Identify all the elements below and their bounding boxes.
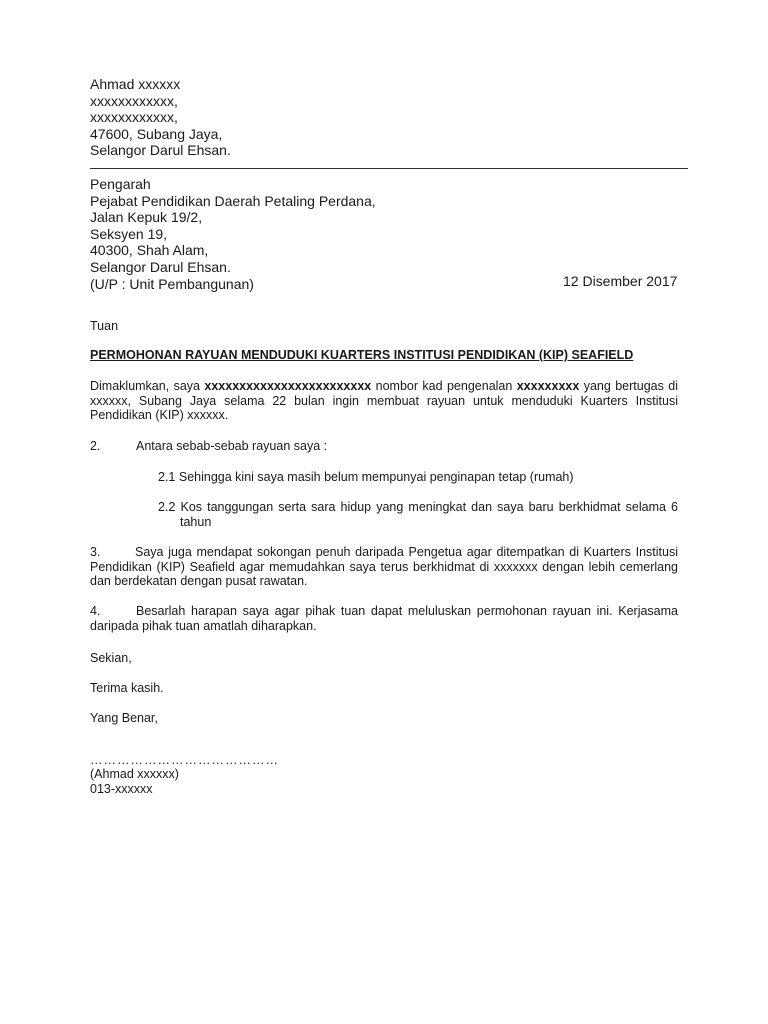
header-divider <box>90 168 688 169</box>
recipient-attention: (U/P : Unit Pembangunan) <box>90 275 254 292</box>
closing-thanks: Terima kasih. <box>90 681 164 695</box>
sender-address-line: xxxxxxxxxxxx, <box>90 109 178 126</box>
sender-name: Ahmad xxxxxx <box>90 76 181 92</box>
paragraph-3 <box>90 545 678 589</box>
recipient-postcode-city: 40300, Shah Alam, <box>90 242 209 259</box>
paragraph-1 <box>90 379 678 423</box>
recipient-title: Pengarah <box>90 176 151 192</box>
sender-postcode-city: 47600, Subang Jaya, <box>90 125 223 142</box>
paragraph-number: 4. <box>90 604 101 618</box>
recipient-office: Pejabat Pendidikan Daerah Petaling Perdana, <box>90 192 376 209</box>
recipient-address <box>90 176 376 292</box>
reason-item <box>158 470 574 485</box>
paragraph-text: Antara sebab-sebab rayuan saya : <box>136 439 328 453</box>
paragraph-text: Besarlah harapan saya agar pihak tuan dapat meluluskan permohonan rayuan ini. Kerjasama daripada pihak tuan amatlah diharapkan. <box>90 604 678 633</box>
signature-line: …………………………………… <box>90 753 279 767</box>
reason-number: 2.2 <box>158 500 176 514</box>
paragraph-text: nombor kad pengenalan <box>371 379 517 393</box>
paragraph-4 <box>90 604 678 633</box>
reason-text: Sehingga kini saya masih belum mempunyai penginapan tetap (rumah) <box>178 470 574 484</box>
closing-sekian: Sekian, <box>90 651 132 665</box>
reason-text: Kos tanggungan serta sara hidup yang meningkat dan saya baru berkhidmat selama 6 tahun <box>180 500 678 529</box>
paragraph-2 <box>90 439 678 454</box>
reason-number: 2.1 <box>158 470 176 484</box>
applicant-name-placeholder: xxxxxxxxxxxxxxxxxxxxxxxx <box>204 379 372 393</box>
signature-phone: 013-xxxxxx <box>90 782 153 796</box>
paragraph-text: Dimaklumkan, saya <box>90 379 205 393</box>
ic-number-placeholder: xxxxxxxxx <box>516 379 580 393</box>
sender-address <box>90 76 231 159</box>
paragraph-text: yang bertugas di xxxxxx, Subang Jaya selama 22 bulan ingin membuat rayuan untuk menduduki Kuarters Institusi Pendidikan (KIP) xxxxxx. <box>90 379 678 422</box>
sender-address-line: xxxxxxxxxxxx, <box>90 92 178 109</box>
reason-item <box>158 500 678 529</box>
paragraph-text: Saya juga mendapat sokongan penuh daripada Pengetua agar ditempatkan di Kuarters Institusi Pendidikan (KIP) Seafield agar memudahkan saya terus berkhidmat di xxxxxxx dengan lebih cemerlang dan berdekatan dengan pusat rawatan. <box>90 545 678 588</box>
recipient-state: Selangor Darul Ehsan. <box>90 258 231 275</box>
paragraph-number: 2. <box>90 439 101 453</box>
signature-name: (Ahmad xxxxxx) <box>90 767 179 781</box>
letter-date: 12 Disember 2017 <box>563 273 678 289</box>
recipient-street: Jalan Kepuk 19/2, <box>90 209 203 226</box>
letter-subject: PERMOHONAN RAYUAN MENDUDUKI KUARTERS INSTITUSI PENDIDIKAN (KIP) SEAFIELD <box>90 348 634 362</box>
closing-yours: Yang Benar, <box>90 711 158 725</box>
paragraph-number: 3. <box>90 545 101 559</box>
recipient-section: Seksyen 19, <box>90 225 168 242</box>
sender-state: Selangor Darul Ehsan. <box>90 142 231 159</box>
salutation: Tuan <box>90 319 119 333</box>
